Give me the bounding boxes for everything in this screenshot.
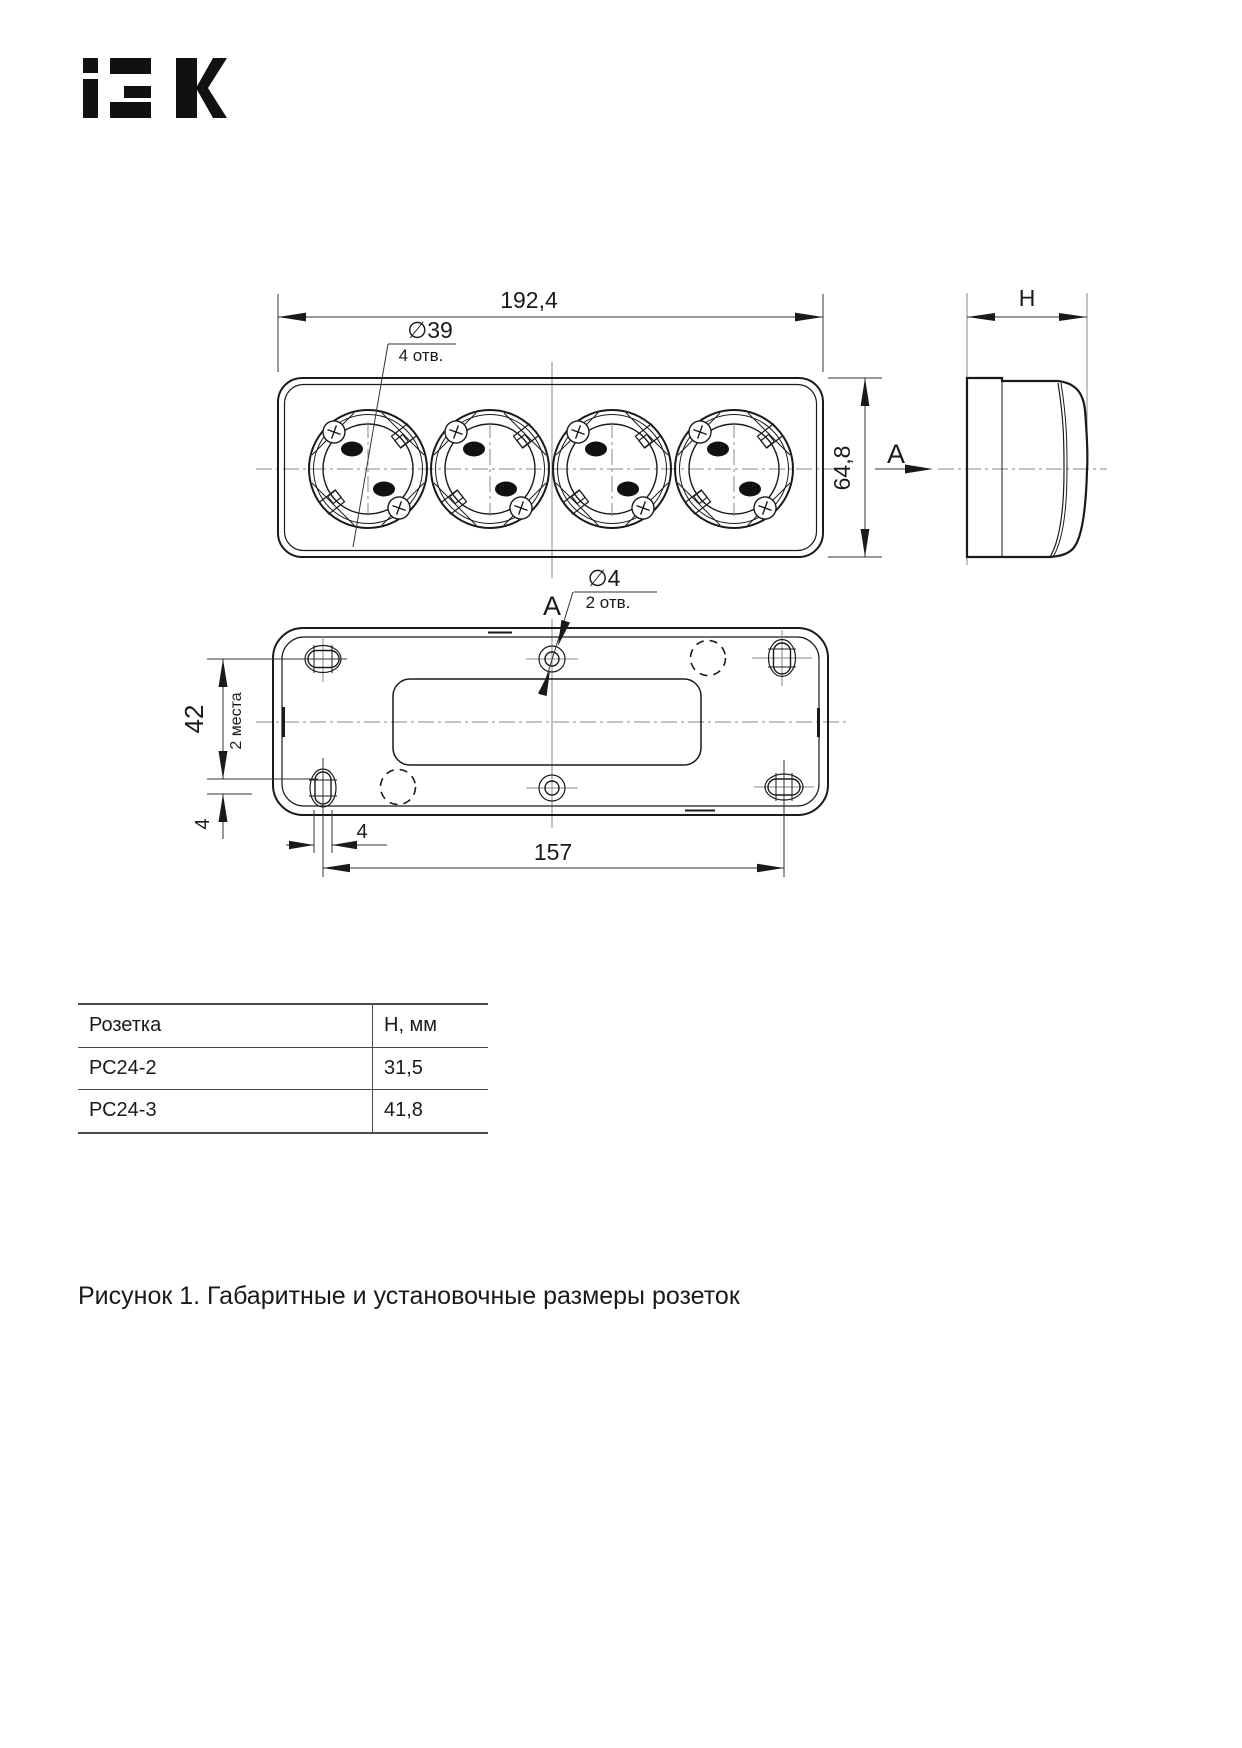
dim-offset-vertical — [192, 794, 228, 839]
socket-hole-count-label: 4 отв. — [398, 346, 444, 365]
label-mount-holes — [538, 565, 657, 696]
dim-width — [278, 287, 823, 372]
pitch-vertical-label: 42 — [179, 704, 209, 734]
view-arrow-a — [875, 439, 933, 474]
side-view — [938, 285, 1107, 565]
table-header-h: Н, мм — [372, 1005, 488, 1047]
section-label-a: А — [542, 591, 562, 621]
iek-logo — [83, 58, 227, 118]
view-arrow-a-label: А — [886, 439, 906, 469]
dim-depth-label: H — [1018, 285, 1036, 311]
table-row — [78, 1048, 488, 1091]
table-header-socket: Розетка — [89, 1014, 162, 1037]
table-header-row — [78, 1005, 488, 1048]
front-body-outline — [278, 378, 823, 557]
table-cell-model: РС24-2 — [89, 1056, 157, 1079]
dim-height-label: 64,8 — [829, 445, 855, 491]
socket-1 — [309, 410, 427, 528]
pitch-horizontal-label: 157 — [533, 839, 573, 865]
mount-slot-top-right — [752, 630, 812, 686]
dim-offset-horizontal — [286, 810, 387, 853]
table-cell-h: 41,8 — [372, 1090, 488, 1132]
dim-pitch-vertical — [179, 659, 347, 794]
socket-3 — [553, 410, 671, 528]
front-view — [256, 287, 933, 578]
pitch-note-label: 2 места — [228, 692, 245, 750]
dim-height — [828, 378, 882, 557]
offset-horizontal-label: 4 — [356, 821, 368, 843]
socket-hole-dia-label: ∅39 — [407, 317, 453, 343]
dim-pitch-horizontal — [323, 758, 784, 877]
bottom-view — [179, 565, 846, 877]
mount-hole-count-label: 2 отв. — [585, 593, 631, 612]
knockout-circle-bottom — [381, 770, 416, 805]
table-row — [78, 1090, 488, 1132]
table-cell-model: РС24-3 — [89, 1099, 157, 1122]
dim-depth — [967, 285, 1087, 321]
mount-hole-dia-label: ∅4 — [587, 565, 621, 591]
dim-width-label: 192,4 — [500, 287, 558, 313]
table-cell-h: 31,5 — [372, 1048, 488, 1090]
dimensions-table — [78, 1003, 488, 1134]
offset-vertical-label: 4 — [192, 818, 214, 830]
knockout-circle-top — [691, 641, 726, 676]
side-profile-outline — [967, 378, 1087, 557]
figure-caption: Рисунок 1. Габаритные и установочные размеры розеток — [78, 1282, 740, 1310]
